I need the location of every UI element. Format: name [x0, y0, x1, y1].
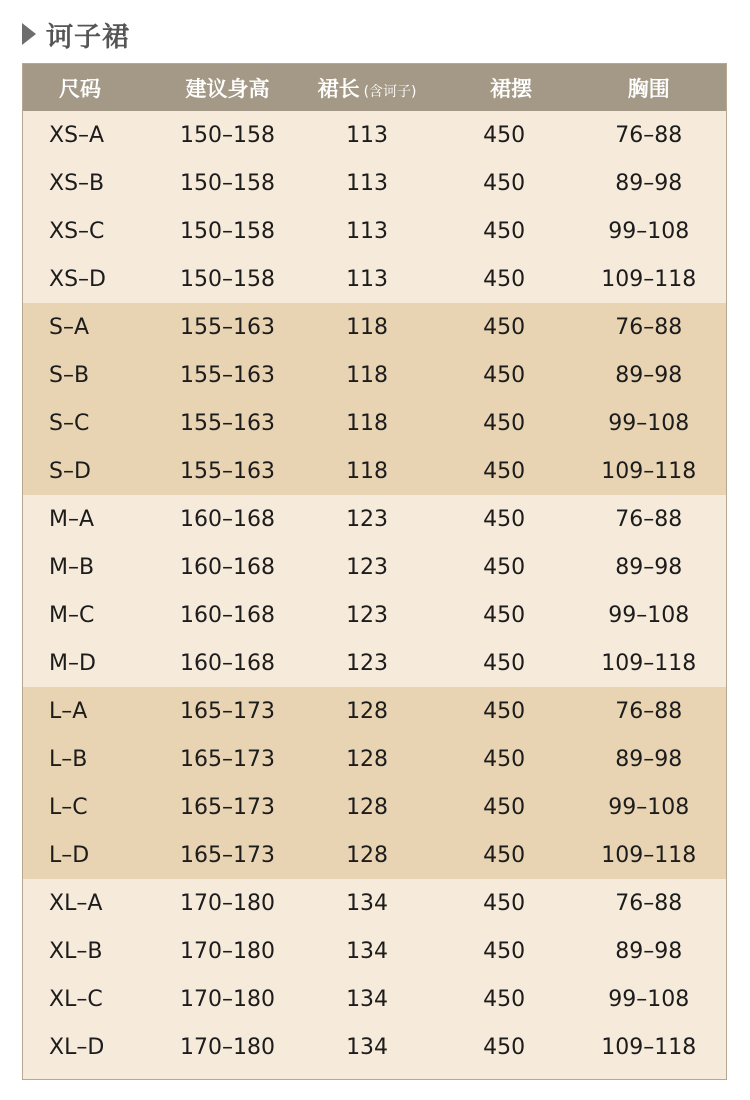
cell-size: L–C [49, 794, 88, 820]
cell-height: 165–173 [179, 746, 275, 772]
cell-length: 113 [346, 122, 389, 148]
table-row [23, 111, 726, 159]
cell-size: L–D [49, 842, 90, 868]
cell-length: 123 [346, 506, 389, 532]
cell-size: XL–B [49, 938, 103, 964]
cell-hem: 450 [483, 122, 526, 148]
cell-size: S–D [49, 458, 91, 484]
cell-height: 155–163 [179, 314, 275, 340]
cell-height: 150–158 [179, 266, 275, 292]
page-title: 诃子裙 [46, 21, 130, 53]
cell-length: 134 [346, 938, 389, 964]
header-bust: 胸围 [627, 76, 670, 101]
table-row [23, 255, 726, 303]
cell-bust: 76–88 [615, 314, 683, 340]
cell-bust: 76–88 [615, 890, 683, 916]
cell-size: S–C [49, 410, 90, 436]
header-hem: 裙摆 [490, 76, 533, 101]
cell-height: 155–163 [179, 458, 275, 484]
cell-bust: 109–118 [601, 650, 697, 676]
cell-hem: 450 [483, 266, 526, 292]
cell-length: 123 [346, 554, 389, 580]
header-height: 建议身高 [185, 76, 270, 101]
cell-height: 165–173 [179, 794, 275, 820]
cell-bust: 99–108 [608, 218, 690, 244]
cell-hem: 450 [483, 746, 526, 772]
cell-height: 170–180 [179, 1034, 275, 1060]
size-group [23, 303, 726, 495]
cell-hem: 450 [483, 1034, 526, 1060]
cell-bust: 109–118 [601, 842, 697, 868]
cell-bust: 99–108 [608, 986, 690, 1012]
cell-hem: 450 [483, 506, 526, 532]
cell-size: S–B [49, 362, 90, 388]
cell-size: M–C [49, 602, 95, 628]
cell-height: 170–180 [179, 986, 275, 1012]
cell-hem: 450 [483, 986, 526, 1012]
table-header [23, 64, 726, 111]
header-size: 尺码 [59, 76, 101, 101]
table-row [23, 447, 726, 495]
cell-length: 113 [346, 218, 389, 244]
cell-bust: 89–98 [615, 554, 683, 580]
cell-height: 150–158 [179, 122, 275, 148]
cell-length: 128 [346, 746, 389, 772]
cell-height: 150–158 [179, 218, 275, 244]
cell-height: 155–163 [179, 362, 275, 388]
cell-hem: 450 [483, 458, 526, 484]
table-row [23, 591, 726, 639]
table-row [23, 399, 726, 447]
table-row [23, 543, 726, 591]
table-row [23, 831, 726, 879]
table-row [23, 783, 726, 831]
cell-size: XS–A [49, 122, 105, 148]
cell-length: 134 [346, 986, 389, 1012]
table-row [23, 303, 726, 351]
cell-height: 160–168 [179, 554, 275, 580]
cell-bust: 76–88 [615, 122, 683, 148]
cell-height: 170–180 [179, 938, 275, 964]
size-group [23, 879, 726, 1079]
cell-hem: 450 [483, 602, 526, 628]
cell-size: XL–A [49, 890, 103, 916]
cell-height: 160–168 [179, 506, 275, 532]
table-row [23, 1023, 726, 1071]
cell-hem: 450 [483, 938, 526, 964]
cell-length: 128 [346, 698, 389, 724]
table-body [23, 111, 726, 1079]
cell-size: M–D [49, 650, 96, 676]
table-row [23, 927, 726, 975]
cell-size: M–A [49, 506, 95, 532]
title-bar [22, 14, 130, 54]
cell-size: XS–C [49, 218, 105, 244]
cell-size: XS–B [49, 170, 105, 196]
header-length [297, 73, 437, 103]
table-row [23, 735, 726, 783]
header-length-note: (含诃子) [363, 83, 417, 100]
cell-bust: 109–118 [601, 458, 697, 484]
cell-bust: 76–88 [615, 506, 683, 532]
cell-size: XL–C [49, 986, 103, 1012]
cell-bust: 89–98 [615, 362, 683, 388]
cell-bust: 76–88 [615, 698, 683, 724]
cell-hem: 450 [483, 842, 526, 868]
cell-size: M–B [49, 554, 95, 580]
cell-length: 134 [346, 1034, 389, 1060]
cell-hem: 450 [483, 410, 526, 436]
cell-hem: 450 [483, 218, 526, 244]
cell-hem: 450 [483, 362, 526, 388]
cell-length: 134 [346, 890, 389, 916]
cell-length: 113 [346, 170, 389, 196]
cell-height: 155–163 [179, 410, 275, 436]
size-chart-table [22, 63, 727, 1080]
cell-size: XS–D [49, 266, 106, 292]
table-row [23, 879, 726, 927]
cell-bust: 99–108 [608, 794, 690, 820]
cell-hem: 450 [483, 554, 526, 580]
cell-hem: 450 [483, 170, 526, 196]
cell-height: 165–173 [179, 842, 275, 868]
cell-length: 118 [346, 458, 389, 484]
cell-length: 118 [346, 362, 389, 388]
size-group [23, 495, 726, 687]
cell-bust: 99–108 [608, 410, 690, 436]
table-row [23, 159, 726, 207]
cell-length: 123 [346, 602, 389, 628]
cell-bust: 109–118 [601, 266, 697, 292]
cell-length: 118 [346, 410, 389, 436]
cell-size: S–A [49, 314, 90, 340]
cell-size: XL–D [49, 1034, 105, 1060]
table-row [23, 207, 726, 255]
cell-size: L–B [49, 746, 88, 772]
table-row [23, 687, 726, 735]
cell-height: 170–180 [179, 890, 275, 916]
cell-hem: 450 [483, 314, 526, 340]
cell-length: 123 [346, 650, 389, 676]
table-row [23, 495, 726, 543]
cell-height: 160–168 [179, 602, 275, 628]
cell-length: 118 [346, 314, 389, 340]
cell-bust: 109–118 [601, 1034, 697, 1060]
cell-hem: 450 [483, 890, 526, 916]
size-group [23, 687, 726, 879]
cell-length: 128 [346, 794, 389, 820]
cell-size: L–A [49, 698, 88, 724]
cell-height: 160–168 [179, 650, 275, 676]
table-row [23, 975, 726, 1023]
cell-hem: 450 [483, 698, 526, 724]
header-length-label: 裙长 [317, 76, 360, 101]
cell-hem: 450 [483, 794, 526, 820]
cell-height: 150–158 [179, 170, 275, 196]
cell-length: 128 [346, 842, 389, 868]
cell-hem: 450 [483, 650, 526, 676]
table-row [23, 351, 726, 399]
cell-height: 165–173 [179, 698, 275, 724]
triangle-right-icon [22, 23, 36, 45]
cell-bust: 89–98 [615, 746, 683, 772]
size-group [23, 111, 726, 303]
cell-bust: 89–98 [615, 170, 683, 196]
cell-length: 113 [346, 266, 389, 292]
table-row [23, 639, 726, 687]
cell-bust: 99–108 [608, 602, 690, 628]
cell-bust: 89–98 [615, 938, 683, 964]
